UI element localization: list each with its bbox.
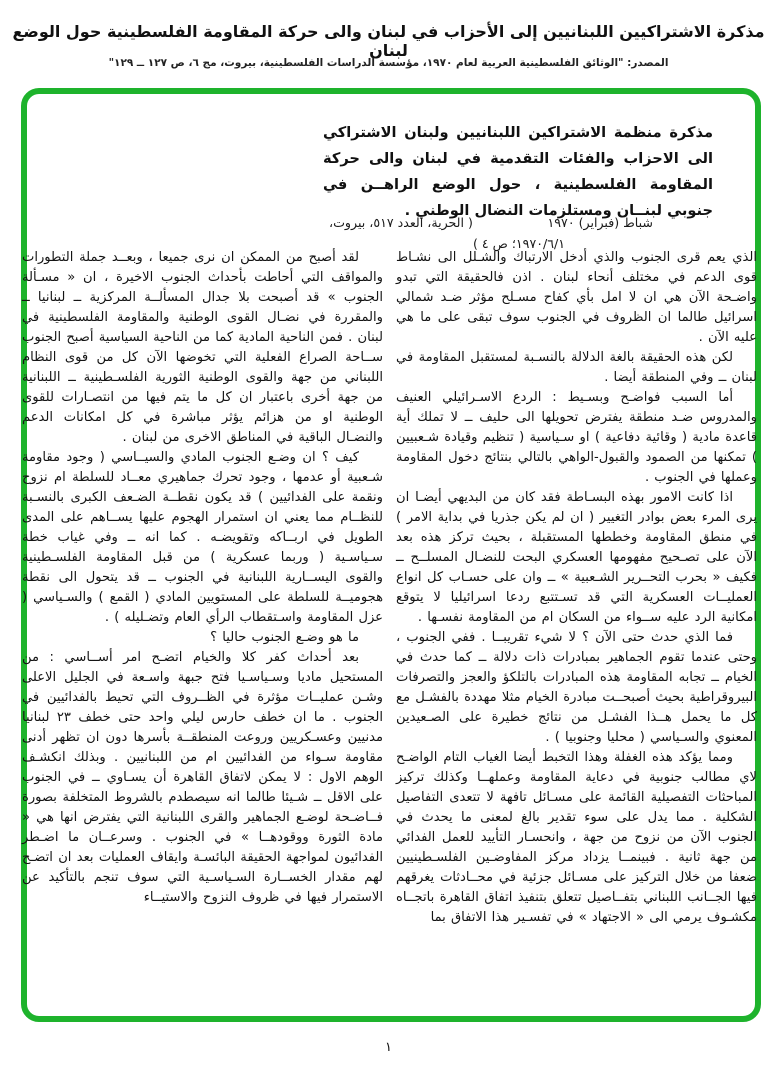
- right-column: [22, 248, 383, 928]
- paragraph: بعد أحداث كفر كلا والخيام اتضـح امر أســاسي : من المستحيل ماديا وسـياسـيا فتح جبهة واسـعة في الجليل الاعلى وشـن عمليــات مؤثرة في الظــروف التي تحيط بالفدائيين في الجنوب . ما ان خطف حارس ليلي واحد حتى خطف ٢٣ لبنانيا مدنيين وعسـكريين وروعت المنطقــة بأسرها دون ان تظهر أدنى مقاومة سـواء من الفدائيين ام من اللبنانيين . وبذلك انكشـف الوهم الاول : لا يمكن لاتفاق القاهرة أن يسـاوي ــ في الجنوب على الاقل ــ شـيئا طالما انه سيصطدم بالشروط المتخلفة بصورة فــاضـحة لوضـع الجماهير والقرى اللبنانية التي يفترض انها هي « مادة الثورة ووقودهــا » في الجنوب . وسرعــان ما اضـطر الفدائيون لمواجهة الحقيقة البائسـة وايقاف العمليات بعد ان اتضـح لهم مقدار الخســارة السـياسـية التي سوف تنجم بالتأكيد عن الاستمرار فيها في ظروف النزوح والاستيــاء: [22, 650, 383, 905]
- page-number: ١: [385, 1040, 392, 1055]
- paragraph: ما هو وضـع الجنوب حاليا ؟: [210, 630, 359, 645]
- paragraph: لقد أصبح من الممكن ان نرى جميعا ، وبعــد جملة التطورات والمواقف التي أحاطت بأحداث الجنوب الاخيرة ، ان « مسـألة الجنوب » قد أصبحت بلا جدال المسألــة المركزية ــ لبنانيا ــ والمقررة في نضـال القوى الوطنية والمقاومة الفلسطينية في لبنان . فمن الناحية المادية كما من الناحية السياسية أصبح الجنوب ســاحة الصراع الفعلية التي تخوضها الآن كل من قوى النظام اللبناني من جهة والقوى الوطنية الثورية الفلسـطينية ــ اللبنانية من جهة أخرى باعتبار ان كل ما يتم فيها من انتصـارات للقوى الوطنية او من هزائم يؤثر مباشرة في كل امكانات الدعم والنضـال الباقية في المناطق الاخرى من لبنان .: [22, 250, 383, 445]
- paragraph: أما السبب فواضـح وبسـيط : الردع الاسـرائيلي العنيف والمدروس ضـد منطقة يفترض تحويلها الى حليف ــ لا تملك أية قاعدة مادية ( وقائية دفاعية ) او سـياسية ( تنظيم وقيادة شـعبيين ) تمكنها من الصمود والقبول-الواهي بالتالي بنتائج دخول المقاومة وعملها في الجنوب .: [396, 390, 757, 485]
- paragraph: لكن هذه الحقيقة بالغة الدلالة بالنسـبة لمستقبل المقاومة في لبنان ــ وفي المنطقة أيضا .: [396, 350, 757, 385]
- memo-date-line2: ١٩٧٠/٦/١؛ ص ٤ ): [472, 236, 565, 251]
- source-citation: المصدر: "الوثائق الفلسطينية العربية لعام ١٩٧٠، مؤسسة الدراسات الفلسطينية، بيروت، مج ٦، ص ١٢٧ ــ ١٢٩": [108, 57, 669, 69]
- paragraph: ومما يؤكد هذه الغفلة وهذا التخبط أيضا الغياب التام الواضـح لاي مطالب جنوبية في دعاية المقاومة وعملهــا وكذلك تركيز المباحثات التفصيلية القائمة على مسـائل تافهة لا تتعدى التفاصيل الشكلية . مما يدل على سوء تقدير بالغ لمعنى ما يحدث في الجنوب الآن من نزوح من جهة ، وانحسـار التأييد للعمل الفدائي من جهة ثانية . فبينمــا يزداد مركز المفاوضـين الفلسـطينيين ضعفا من خلال التركيز على مسـائل جزئية في محــادثات يغرقهم فيها الجــانب اللبناني بتفــاصيل تتعلق بتنفيذ اتفاق القاهرة باتجــاه مكشـوف يرمي الى « الاجتهاد » في تفسـير هذا الاتفاق بما: [396, 750, 757, 925]
- left-column: [396, 248, 757, 928]
- memo-date-month: شباط (فبراير) ١٩٧٠: [547, 215, 653, 230]
- paragraph: الذي يعم قرى الجنوب والذي أدخل الارتباك والشـلل الى نشـاط قوى الدعم في مختلف أنحاء لبنان . اذن فالحقيقة التي تبدو واضـحة الآن هي ان لا امل بأي كفاح مسـلح مؤثر ضـد شمالي اسرائيل طالما ان الظروف في الجنوب سوف تبقى على ما هي عليه الآن .: [396, 250, 757, 345]
- body-columns: [22, 248, 757, 928]
- document-title: مذكرة الاشتراكيين اللبنانيين إلى الأحزاب في لبنان والى حركة المقاومة الفلسطينية حول الوضع لبنان: [12, 22, 765, 60]
- memo-date-line1: [323, 212, 713, 233]
- paragraph: كيف ؟ ان وضـع الجنوب المادي والسيــاسي ( وجود مقاومة شـعبية أو عدمها ، وجود تحرك جماهيري معــاد للسلطة ام نزوح ونقمة على الفدائيين ) قد يكون نقطــة الضـعف الكبرى بالنسـبة للنظــام مما يعني ان استمرار الهجوم عليها يســاهم على المدى الطويل في اربــاكه وتقويضـه . كما انه ــ وفي غياب خطة سـياسـية ( وربما عسكرية ) من قبل المقاومة الفلسـطينية والقوى اليســارية اللبنانية في الجنوب ــ قد يتحول الى نقطة هجوميــة للسلطة على المستويين المادي ( القمع ) والسـياسي ( عزل المقاومة واسـتقطاب الرأي العام وتضـليله ) .: [22, 450, 383, 625]
- paragraph: فما الذي حدث حتى الآن ؟ لا شيء تقريبــا . ففي الجنوب ، وحتى عندما تقوم الجماهير بمبادرات ذات دلالة ــ كما حدث في الخيام ــ تجابه المقاومة هذه المبادرات بالتلكؤ والعجز والتصرفات البيروقراطية بحيث أصبحــت مبادرة الخيام مثلا مهددة بالفشـل مع كل ما يحمل هــذا الفشـل من نتائج خطيرة على الصـعيدين المعنوي والسـياسي ( محليا وجنوبيا ) .: [396, 630, 757, 745]
- memo-date-publication: ( الحرية، العدد ٥١٧، بيروت،: [329, 215, 473, 230]
- paragraph: اذا كانت الامور بهذه البسـاطة فقد كان من البديهي أيضـا ان يرى المرء بعض بوادر التغيير ( ان لم يكن جذريا في بداية الامر ) في منطق المقاومة وخططها المستقبلة ، بحيث تركز هذه بعد الآن على تصـحيح مفهومها العسكري البحت للنضـال المسلــح ــ فكيف « بحرب التحــرير الشـعبية » ــ وان على حسـاب كل انواع العمليــات العسكرية التي قد تسـتتبع ردعا اسرائيليا لا يتوقع امكانية الرد عليه ســواء من السكان ام من المقاومة نفسـها .: [396, 490, 757, 625]
- memo-heading: مذكرة منظمة الاشتراكين اللبنانيين ولبنان الاشتراكي الى الاحزاب والفئات التقدمية في لبنان والى حركة المقاومة الفلسطينية ، حول الوضع الراهــن في جنوبي لبنــان ومستلزمات النضال الوطني .: [323, 124, 713, 219]
